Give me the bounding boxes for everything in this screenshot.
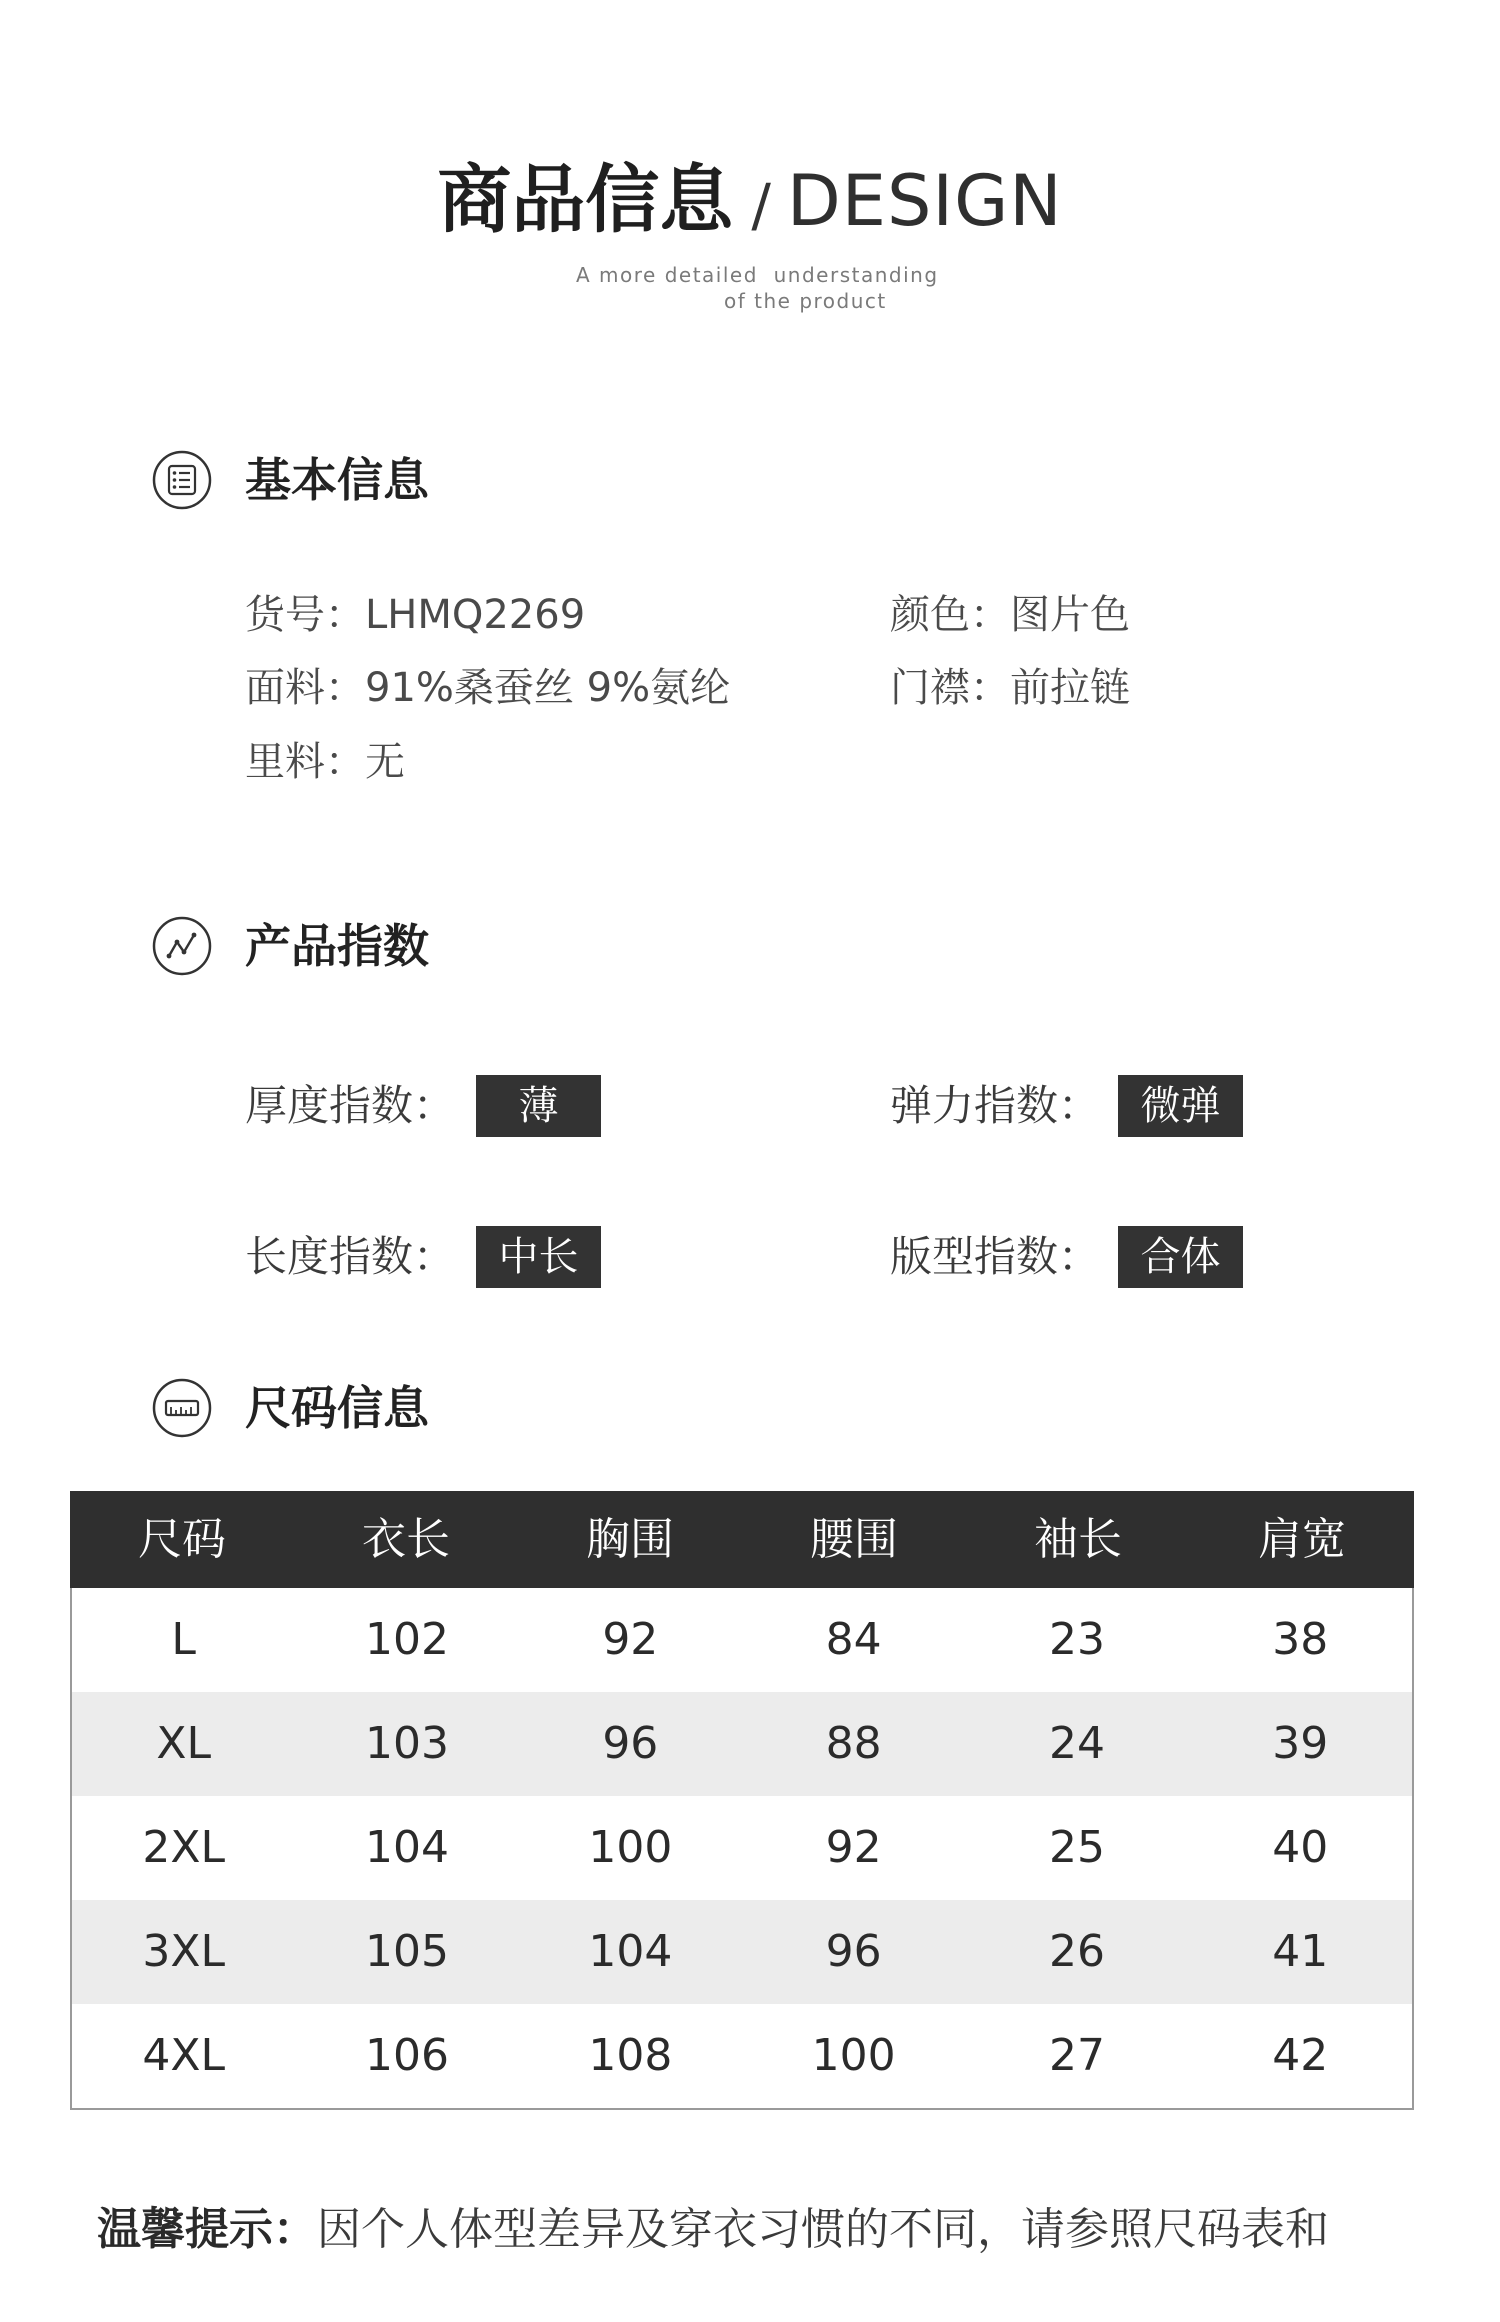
section-heading-size: 尺码信息 [245,1381,429,1435]
table-cell: 92 [825,1822,882,1873]
table-cell: 2XL [142,1822,225,1873]
table-cell: 42 [1272,2030,1329,2081]
tip-text: 因个人体型差异及穿衣习惯的不同，请参照尺码表和 [317,2204,1329,2255]
subtitle-line-2: of the product [724,289,887,313]
info-item-lining [245,734,405,790]
table-cell: 27 [1048,2030,1105,2081]
table-cell: 23 [1048,1614,1105,1665]
column-header: 尺码 [138,1514,226,1565]
index-value-thickness: 薄 [476,1075,601,1137]
table-cell: 103 [365,1718,449,1769]
tip-label: 温馨提示： [97,2204,317,2255]
table-cell: XL [156,1718,211,1769]
table-cell: 40 [1272,1822,1329,1873]
table-header-row [70,1491,1414,1588]
table-row [72,1588,1412,1692]
table-cell: 104 [588,1926,673,1977]
table-cell: 100 [811,2030,896,2081]
column-header: 腰围 [810,1514,898,1565]
column-header: 衣长 [362,1514,450,1565]
info-label: 里料： [245,739,365,785]
table-row [72,1900,1412,2004]
info-label: 货号： [245,592,365,638]
table-cell: 84 [825,1614,882,1665]
table-cell: 39 [1272,1718,1329,1769]
list-icon [151,449,213,511]
title-english: DESIGN [786,160,1063,242]
section-heading-index: 产品指数 [245,919,429,973]
table-cell: 96 [602,1718,659,1769]
title-chinese: 商品信息 [437,157,734,243]
table-cell: 108 [588,2030,673,2081]
table-cell: 41 [1272,1926,1329,1977]
section-heading-basic: 基本信息 [245,453,429,507]
info-label: 面料： [245,665,365,711]
index-label-elasticity: 弹力指数： [890,1081,1101,1130]
table-cell: 102 [365,1614,449,1665]
page-title [0,150,1500,250]
info-label: 颜色： [890,592,1010,638]
table-cell: 25 [1048,1822,1105,1873]
info-value: 无 [365,739,405,785]
table-cell: 104 [365,1822,449,1873]
table-cell: 26 [1048,1926,1105,1977]
table-cell: 92 [602,1614,659,1665]
table-cell: 3XL [142,1926,225,1977]
info-item-placket [890,660,1130,716]
ruler-icon [151,1377,213,1439]
index-label-thickness: 厚度指数： [245,1081,456,1130]
column-header: 胸围 [586,1514,674,1565]
title-separator: / [751,171,771,239]
table-cell: 88 [825,1718,882,1769]
table-row [72,1796,1412,1900]
index-label-length: 长度指数： [245,1232,456,1281]
trend-chart-icon [151,915,213,977]
table-cell: 4XL [142,2030,225,2081]
size-table [70,1491,1414,2110]
table-cell: 24 [1048,1718,1105,1769]
table-cell: 38 [1272,1614,1329,1665]
table-cell: 96 [825,1926,882,1977]
info-item-fabric [245,660,730,716]
index-value-length: 中长 [476,1226,601,1288]
info-value: 图片色 [1010,592,1130,638]
info-item-sku [245,587,585,643]
info-value: 91%桑蚕丝 9%氨纶 [365,665,731,711]
info-item-color [890,587,1130,643]
table-cell: 100 [588,1822,673,1873]
index-label-fit: 版型指数： [890,1232,1101,1281]
table-row [72,1692,1412,1796]
tip-note [97,2200,1329,2260]
table-row [72,2004,1412,2108]
index-value-elasticity: 微弹 [1118,1075,1243,1137]
info-label: 门襟： [890,665,1010,711]
table-cell: L [171,1614,196,1665]
subtitle-line-1: A more detailed understanding [576,263,939,287]
index-value-fit: 合体 [1118,1226,1243,1288]
table-cell: 105 [365,1926,449,1977]
table-cell: 106 [365,2030,449,2081]
info-value: LHMQ2269 [365,592,586,638]
info-value: 前拉链 [1010,665,1130,711]
column-header: 袖长 [1034,1514,1122,1565]
column-header: 肩宽 [1258,1514,1346,1565]
